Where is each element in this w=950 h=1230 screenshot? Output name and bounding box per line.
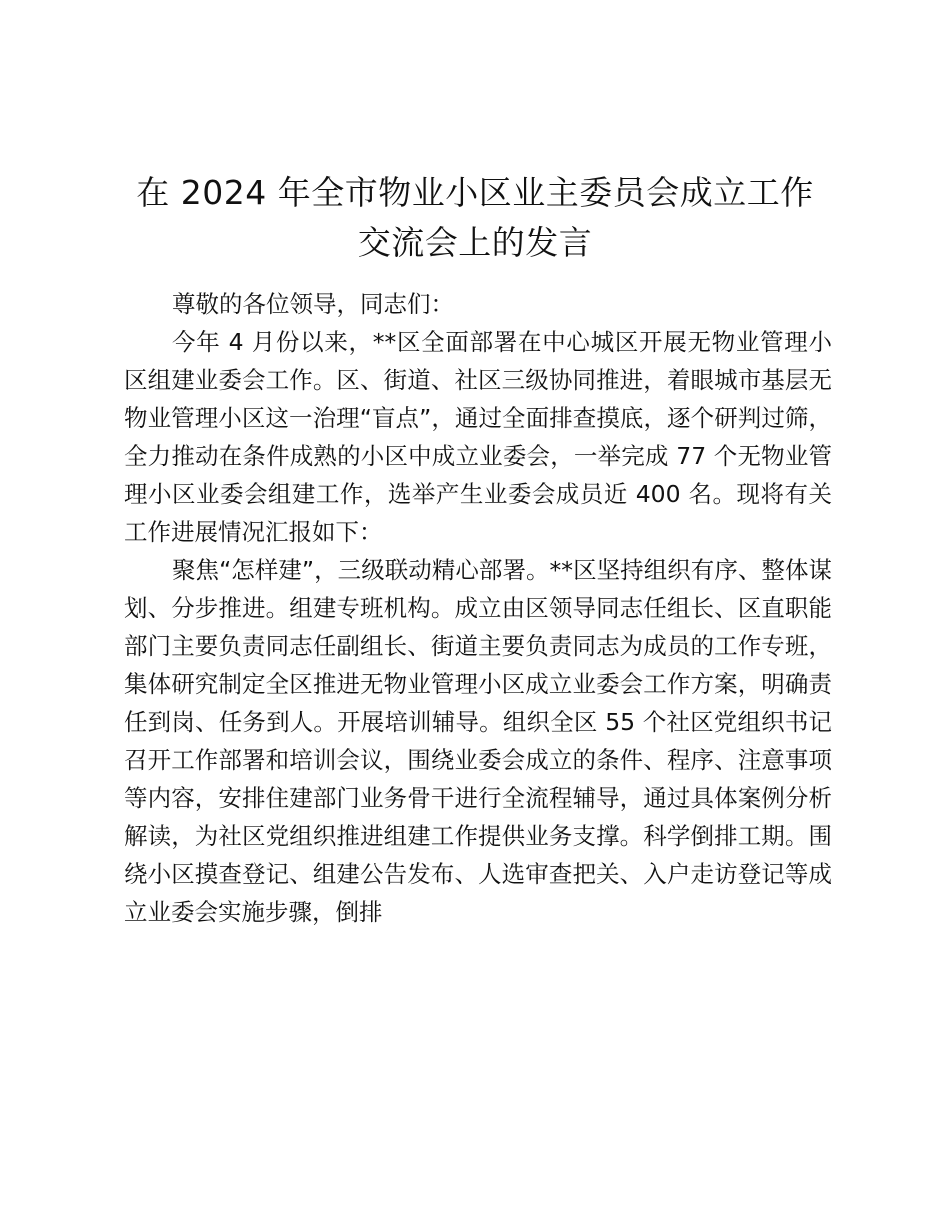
paragraph-deployment: 聚焦“怎样建”，三级联动精心部署。**区坚持组织有序、整体谋划、分步推进。组建专班机构。成立由区领导同志任组长、区直职能部门主要负责同志任副组长、街道主要负责同志为成员的工作专班，集体研究制定全区推进无物业管理小区成立业委会工作方案，明确责任到岗、任务到人。开展培训辅导。组织全区 55 个社区党组织书记召开工作部署和培训会议，围绕业委会成立的条件、程序、注意事项等内容，安排住建部门业务骨干进行全流程辅导，通过具体案例分析解读，为社区党组织推进组建工作提供业务支撑。科学倒排工期。围绕小区摸查登记、组建公告发布、人选审查把关、入户走访登记等成立业委会实施步骤，倒排 bbox=[124, 556, 832, 926]
paragraph-introduction: 今年 4 月份以来，**区全面部署在中心城区开展无物业管理小区组建业委会工作。区、街道、社区三级协同推进，着眼城市基层无物业管理小区这一治理“盲点”，通过全面排查摸底，逐个研判过筛，全力推动在条件成熟的小区中成立业委会，一举完成 77 个无物业管理小区业委会组建工作，选举产生业委会成员近 400 名。现将有关工作进展情况汇报如下： bbox=[124, 328, 832, 546]
paragraph-salutation: 尊敬的各位领导，同志们： bbox=[172, 290, 454, 318]
document-title: 在 2024 年全市物业小区业主委员会成立工作交流会上的发言 bbox=[136, 173, 814, 262]
document-body bbox=[124, 285, 832, 931]
